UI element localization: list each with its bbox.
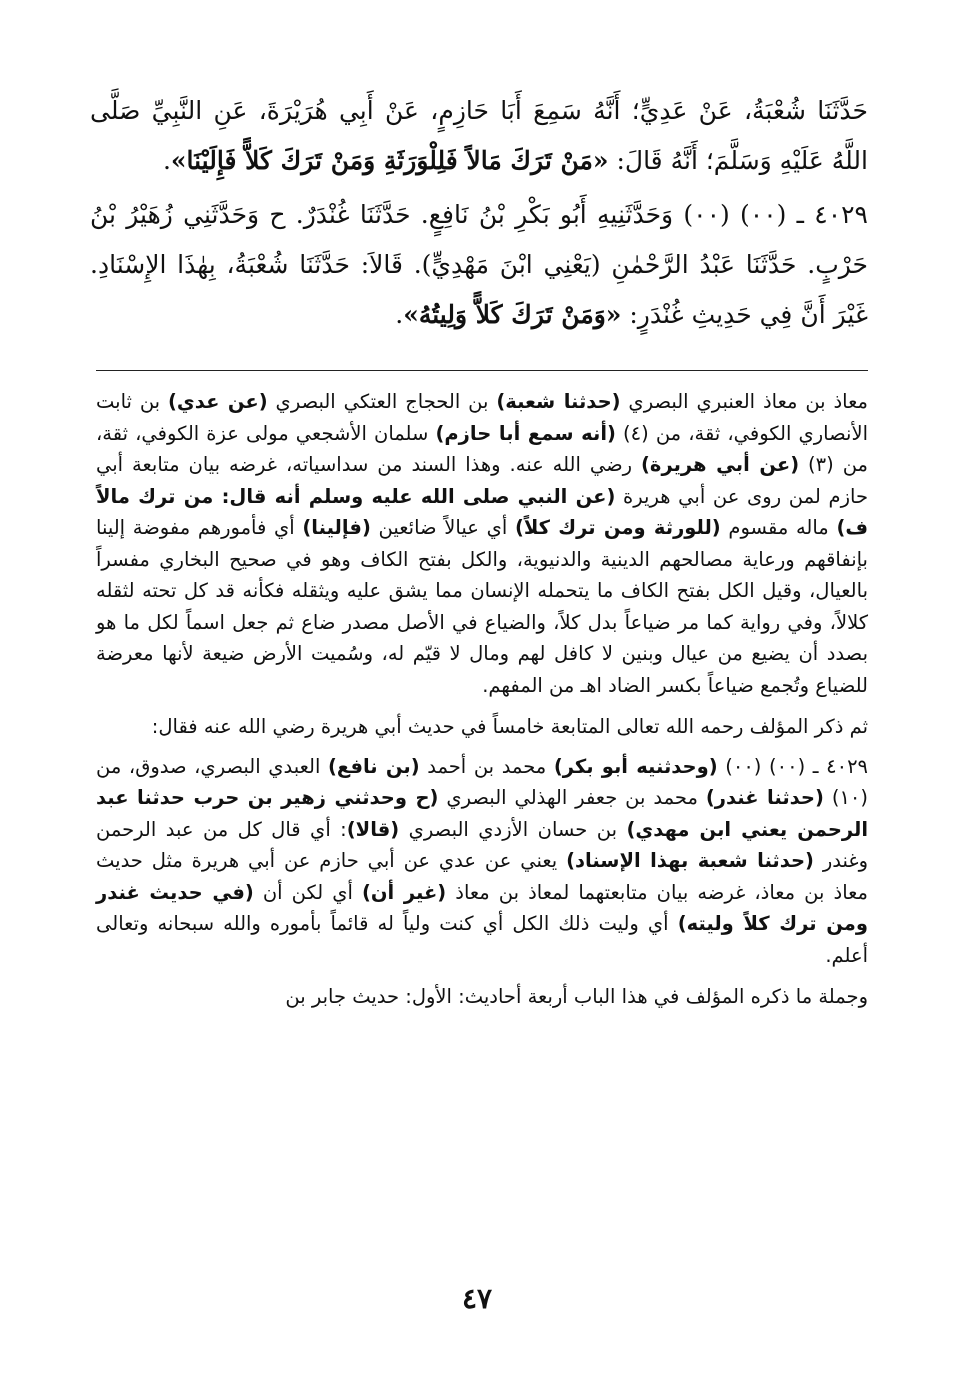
hadith-text-2: ٤٠٢٩ ـ (٠٠) (٠٠) وَحَدَّثَنِيهِ أَبُو بَكْرِ بْنُ نَافِعٍ. حَدَّثَنَا غُنْدَرٌ. ح وَحَدَّثَنِي زُهَيْرُ بْنُ حَرْبٍ. حَدَّثَنَا عَبْدُ الرَّحْمٰنِ (يَعْنِي ابْنَ مَهْدِيٍّ). قَالاَ: حَدَّثَنَا شُعْبَةُ، بِهٰذَا الإِسْنَادِ. غَيْرَ أَنَّ فِي حَدِيثِ غُنْدَرٍ:: [90, 200, 868, 329]
commentary-segment: أي فأمورهم مفوضة إلينا بإنفاقهم ورعاية مصالحهم الدينية والدنيوية، والكل بفتح الكاف وهو في صحيح البخاري مفسراً بالعيال، وقيل الكل بفتح الكاف ما يتحمله الإنسان مما يشق عليه ويثقله فكأنه قد كل تحته لثقله كلالاً، وفي رواية كما مر ضياعاً بدل كلاً، والضياع في الأصل مصدر ضاع ثم جعل اسماً لكل ما هو بصدد أن يضيع من عيال وبنين لا كافل لهم ومال لا قيّم له، وسُميت الأرض ضيعة لأنها معرضة للضياع وتُجمع ضياعاً بكسر الضاد اهـ من المفهم.: [96, 516, 868, 697]
commentary-segment: أي لكن أن: [253, 880, 362, 904]
commentary-segment: محمد بن أحمد: [419, 754, 554, 778]
commentary-bold-segment: (وحدثنيه أبو بكر): [553, 754, 718, 778]
commentary-segment: بن ثابت الأنصاري الكوفي، ثقة، من (٤): [96, 390, 868, 445]
commentary-bold-segment: (قالا): [346, 817, 400, 841]
hadith-paragraph-2: [90, 190, 868, 340]
commentary-segment: ماله مقسوم: [720, 516, 837, 539]
commentary-segment: أي وليت ذلك الكل أي كنت ولياً له قائماً بأموره والله سبحانه وتعالى أعلم.: [96, 912, 868, 967]
commentary-segment: ٤٠٢٩ ـ (٠٠) (٠٠): [717, 754, 869, 778]
hadith-matn-1: «مَنْ تَرَكَ مَالاً فَلِلْوَرَثَةِ وَمَنْ تَرَكَ كَلاًّ فَإِلَيْنَا»: [170, 146, 609, 175]
commentary-bold-segment: (غير أن): [361, 880, 447, 904]
commentary-segment: معاذ بن معاذ العنبري البصري: [620, 390, 868, 413]
commentary-bold-segment: (حدثنا شعبة): [496, 390, 621, 413]
commentary-segment: : أي قال كل من عبد الرحمن وغندر: [96, 817, 868, 872]
commentary-bold-segment: (فإلينا): [302, 516, 371, 539]
commentary-segment: وجملة ما ذكره المؤلف في هذا الباب أربعة أحاديث: الأول: حديث جابر بن: [285, 985, 868, 1008]
commentary-paragraph: [96, 751, 868, 972]
hadith-end-1: .: [162, 146, 171, 175]
commentary-bold-segment: (عن أبي هريرة): [641, 453, 800, 476]
commentary-paragraph: [96, 981, 868, 1013]
footnote-divider: [96, 370, 868, 371]
commentary-bold-segment: (حدثنا غندر): [705, 786, 824, 809]
hadith-end-2: .: [395, 300, 404, 329]
commentary-segment: محمد بن جعفر الهذلي البصري: [438, 786, 706, 809]
commentary-segment: سلمان الأشجعي مولى عزة الكوفي، ثقة، من (٣): [96, 421, 868, 476]
commentary-bold-segment: (للورثة ومن ترك كلاً): [514, 516, 721, 539]
commentary-bold-segment: (ح وحدثني زهير بن حرب حدثنا عبد الرحمن يعني ابن مهدي): [96, 786, 869, 841]
commentary-bold-segment: (حدثنا شعبة بهذا الإسناد): [566, 849, 814, 872]
page: [90, 86, 868, 340]
commentary-segment: ثم ذكر المؤلف رحمه الله تعالى المتابعة خامساً في حديث أبي هريرة رضي الله عنه فقال:: [151, 715, 868, 738]
hadith-text-1: حَدَّثَنَا شُعْبَةُ، عَنْ عَدِيٍّ؛ أَنَّهُ سَمِعَ أَبَا حَازِمٍ، عَنْ أَبِي هُرَيْرَةَ، عَنِ النَّبِيِّ صَلَّى اللَّهُ عَلَيْهِ وَسَلَّمَ؛ أَنَّهُ قَالَ:: [90, 96, 868, 175]
commentary-segment: أي عيالاً ضائعين: [370, 516, 515, 539]
commentary: [96, 386, 868, 1023]
commentary-bold-segment: (عن النبي صلى الله عليه وسلم أنه قال: من ترك مالاً ف): [96, 484, 869, 539]
commentary-segment: رضي الله عنه. وهذا السند من سداسياته، غرضه بيان متابعة أبي حازم لمن روى عن أبي هريرة: [96, 453, 868, 508]
commentary-bold-segment: (عن عدي): [168, 390, 268, 413]
commentary-segment: يعني عن عدي عن أبي حازم عن أبي هريرة مثل حديث معاذ بن معاذ، غرضه بيان متابعتهما لمعاذ بن معاذ: [96, 849, 868, 904]
commentary-segment: العبدي البصري، صدوق، من (١٠): [96, 754, 868, 809]
commentary-segment: بن الحجاج العتكي البصري: [267, 390, 497, 413]
commentary-bold-segment: (في حديث غندر ومن ترك كلاً وليته): [96, 880, 868, 935]
commentary-segment: بن حسان الأزدي البصري: [399, 817, 627, 841]
page-number: ٤٧: [461, 1282, 493, 1315]
commentary-paragraph: [96, 711, 868, 743]
commentary-bold-segment: (بن نافع): [327, 754, 420, 778]
commentary-bold-segment: (أنه سمع أبا حازم): [435, 421, 616, 445]
hadith-matn-2: «وَمَنْ تَرَكَ كَلاًّ وَلِيتُهُ»: [403, 300, 622, 329]
hadith-text: [90, 86, 868, 340]
hadith-paragraph-1: [90, 86, 868, 186]
commentary-paragraph: [96, 386, 868, 701]
